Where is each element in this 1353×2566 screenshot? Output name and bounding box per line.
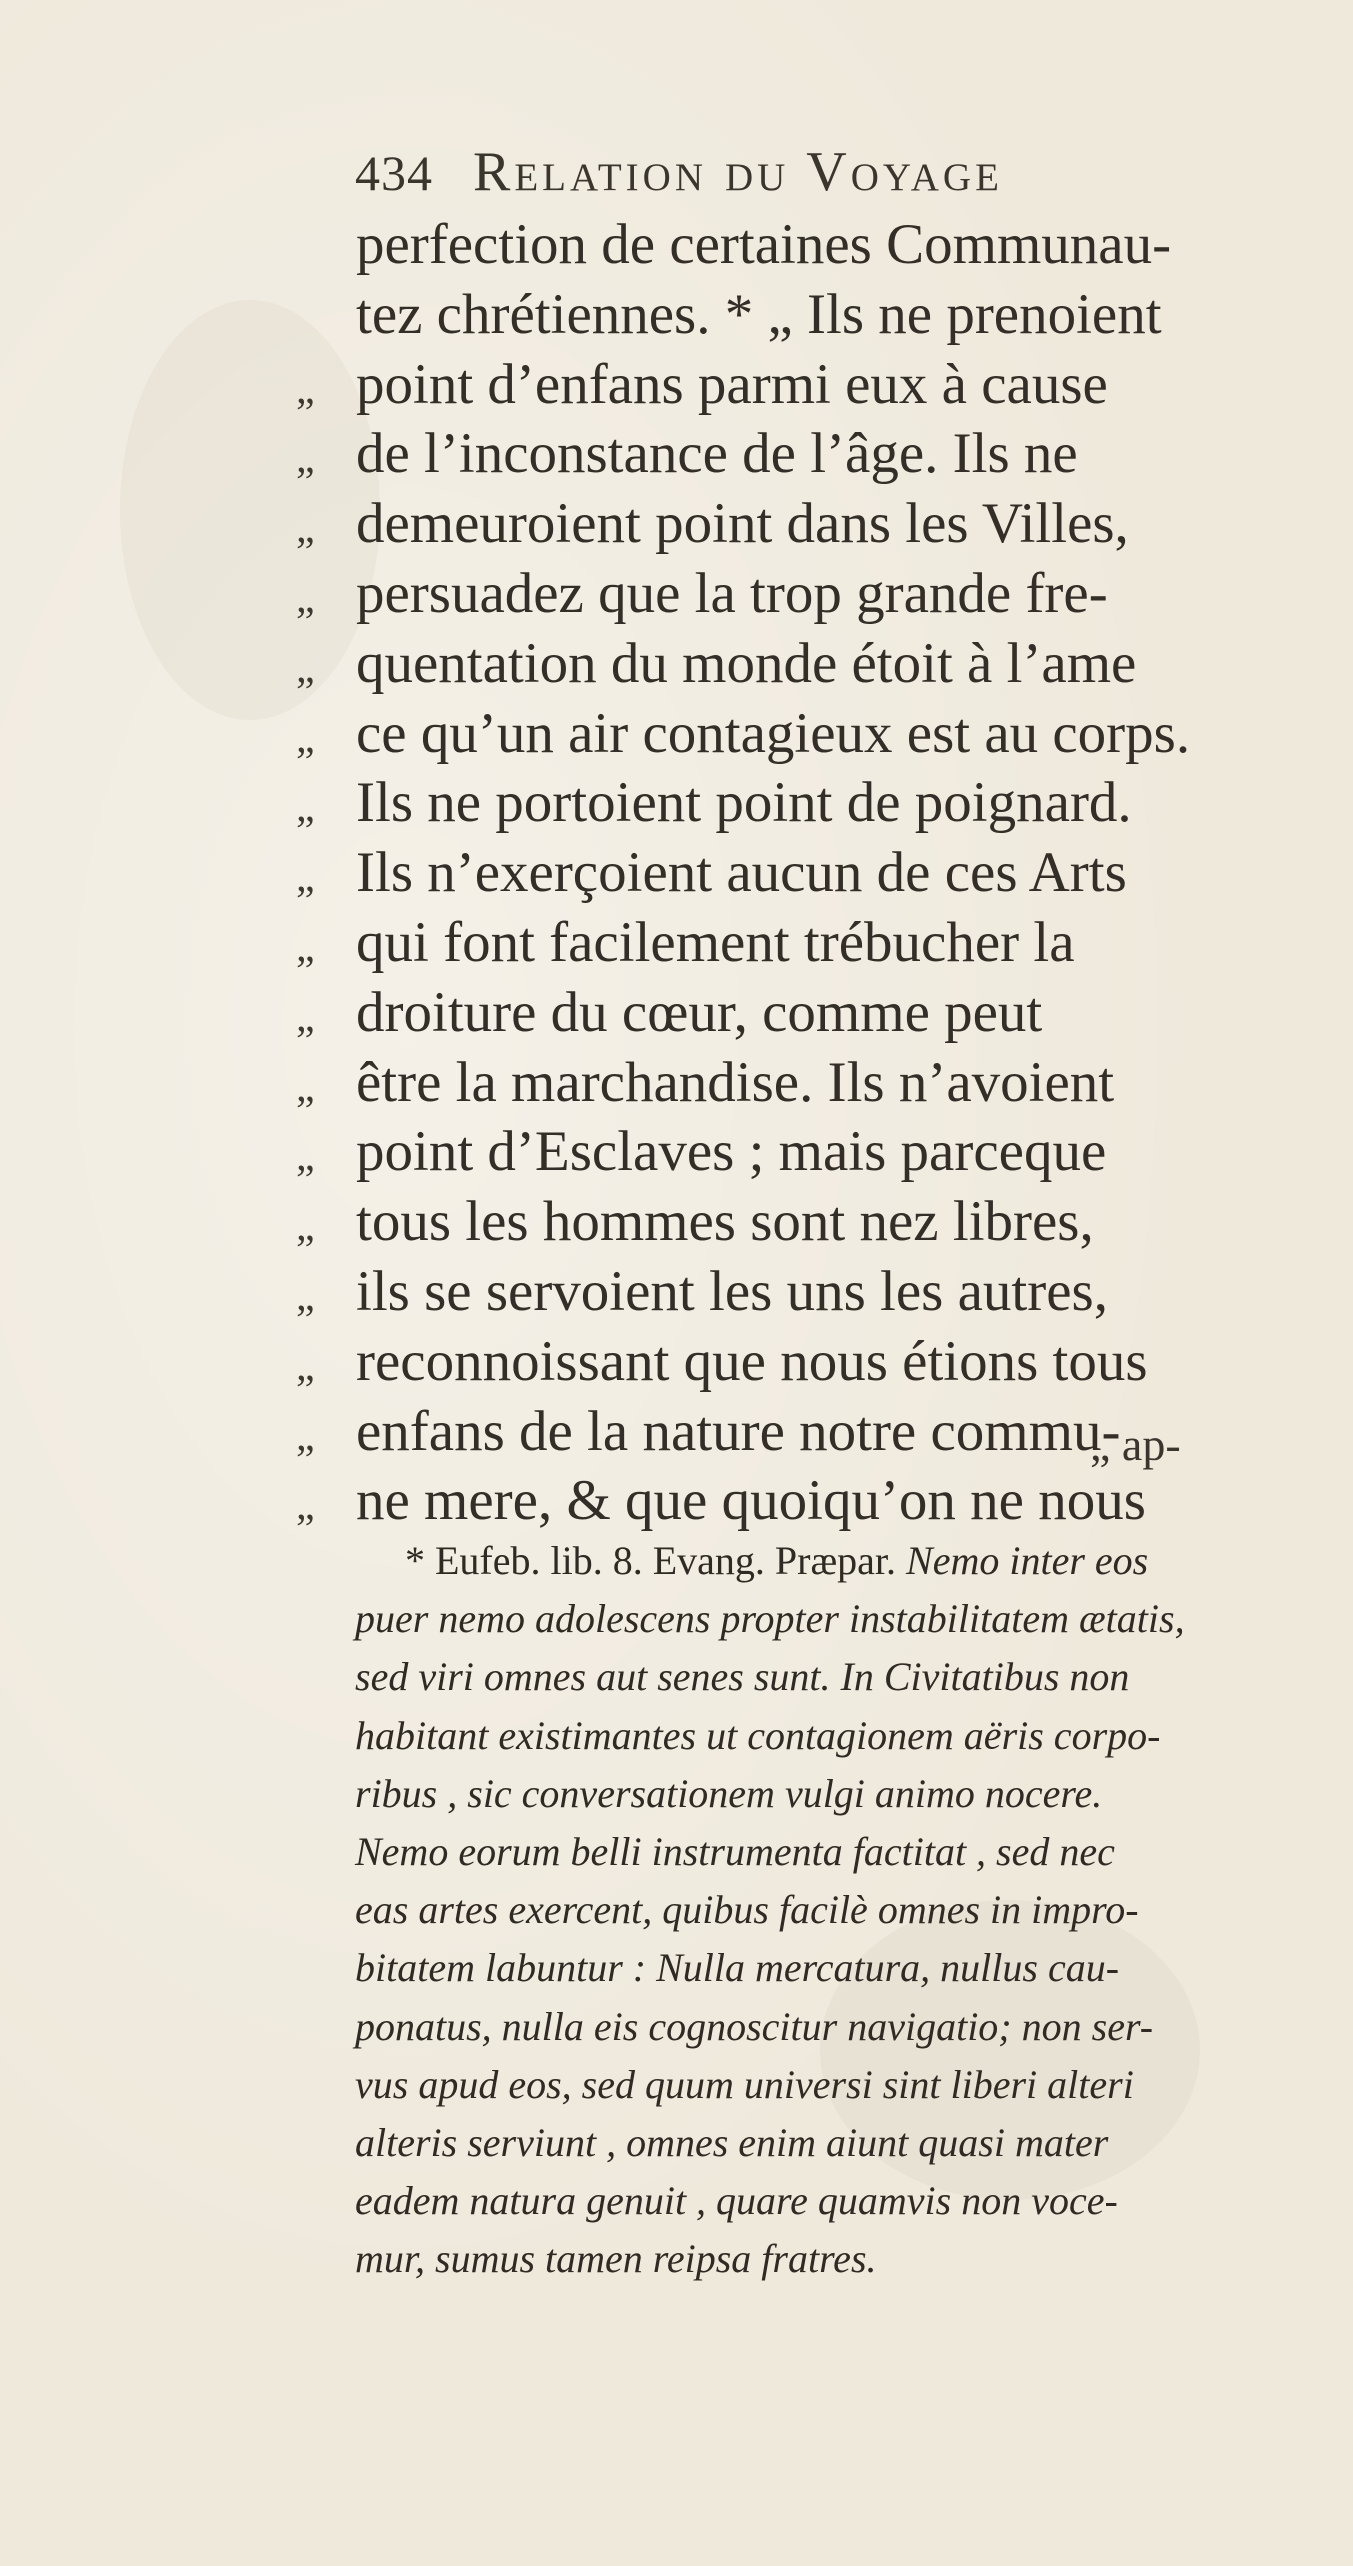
line-text: Ils n’exerçoient aucun de ces Arts	[356, 841, 1127, 905]
text-line	[296, 1257, 1346, 1327]
quote-mark: „	[296, 1273, 315, 1320]
text-line	[296, 978, 1346, 1048]
quote-mark: „	[296, 436, 315, 483]
line-text: point d’enfans parmi eux à cause	[356, 352, 1108, 416]
line-text: enfans de la nature notre commu-	[356, 1399, 1121, 1463]
line-text: tez chrétiennes. * „ Ils ne prenoient	[356, 282, 1162, 346]
footnote-reference: * Eufeb. lib. 8. Evang. Præpar.	[405, 1538, 897, 1583]
text-line	[356, 280, 1346, 350]
quote-mark: „	[296, 645, 315, 692]
text-line	[296, 908, 1346, 978]
text-line	[296, 559, 1346, 629]
text-line	[356, 210, 1346, 280]
running-title: Relation du Voyage	[473, 141, 1003, 203]
line-text: Ils ne portoient point de poignard.	[356, 771, 1132, 835]
quote-mark: „	[296, 506, 315, 553]
text-line	[296, 350, 1346, 420]
footnote-block	[355, 1532, 1335, 2288]
quote-mark: „	[296, 1483, 315, 1530]
footnote-line: mur, sumus tamen reipsa fratres.	[355, 2236, 877, 2282]
line-text: demeuroient point dans les Villes,	[356, 492, 1129, 556]
main-text-block	[296, 210, 1346, 1536]
footnote-line: bitatem labuntur : Nulla mercatura, nullus cau-	[355, 1945, 1120, 1991]
text-line	[296, 768, 1346, 838]
text-line	[296, 838, 1346, 908]
text-line	[296, 1117, 1346, 1187]
footnote-italic-start: Nemo inter eos	[906, 1538, 1149, 1583]
line-text: perfection de certaines Communau-	[356, 213, 1172, 276]
footnote-line: sed viri omnes aut senes sunt. In Civitatibus non	[355, 1654, 1130, 1700]
line-text: de l’inconstance de l’âge. Ils ne	[356, 422, 1078, 486]
footnote-line: alteris serviunt , omnes enim aiunt quasi mater	[355, 2119, 1109, 2165]
text-line	[296, 1397, 1346, 1467]
footnote-line: vus apud eos, sed quum universi sint liberi alteri	[355, 2061, 1134, 2107]
line-text: persuadez que la trop grande fre-	[356, 561, 1108, 625]
quote-mark: „	[296, 924, 315, 971]
text-line	[296, 489, 1346, 559]
footnote-line: ponatus, nulla eis cognoscitur navigatio; non ser-	[355, 2003, 1154, 2049]
quote-mark: „	[296, 1064, 315, 1111]
footnote-line: ribus , sic conversationem vulgi animo nocere.	[355, 1770, 1103, 1816]
quote-mark: „	[296, 785, 315, 832]
footnote-line: eadem natura genuit , quare quamvis non voce-	[355, 2178, 1118, 2224]
text-line	[296, 419, 1346, 489]
line-text: être la marchandise. Ils n’avoient	[356, 1050, 1115, 1114]
line-text: ce qu’un air contagieux est au corps.	[356, 701, 1191, 765]
line-text: ne mere, & que quoiqu’on ne nous	[356, 1469, 1146, 1533]
text-line	[296, 629, 1346, 699]
line-text: droiture du cœur, comme peut	[356, 980, 1043, 1044]
text-line	[296, 1327, 1346, 1397]
footnote-line: Nemo eorum belli instrumenta factitat , sed nec	[355, 1828, 1115, 1874]
line-text: reconnoissant que nous étions tous	[356, 1329, 1148, 1393]
quote-mark: „	[296, 715, 315, 762]
footnote-line	[355, 1532, 1335, 1590]
footnote-line: habitant existimantes ut contagionem aëris corpo-	[355, 1712, 1161, 1758]
line-text: point d’Esclaves ; mais parceque	[356, 1120, 1107, 1184]
quote-mark: „	[296, 994, 315, 1041]
text-line	[296, 1466, 1346, 1536]
quote-mark: „	[296, 1204, 315, 1251]
catchword: „ ap-	[1090, 1419, 1181, 1470]
quote-mark: „	[296, 855, 315, 902]
quote-mark: „	[296, 1134, 315, 1181]
footnote-line: puer nemo adolescens propter instabilitatem ætatis,	[355, 1596, 1185, 1642]
text-line	[296, 699, 1346, 769]
quote-mark: „	[296, 1413, 315, 1460]
page-header	[355, 140, 1255, 210]
quote-mark: „	[296, 575, 315, 622]
line-text: ils se servoient les uns les autres,	[356, 1259, 1108, 1323]
footnote-line: eas artes exercent, quibus facilè omnes in impro-	[355, 1887, 1139, 1933]
line-text: qui font facilement trébucher la	[356, 910, 1075, 974]
quote-mark: „	[296, 1343, 315, 1390]
quote-mark: „	[296, 366, 315, 413]
text-line	[296, 1187, 1346, 1257]
line-text: tous les hommes sont nez libres,	[356, 1190, 1094, 1254]
text-line	[296, 1048, 1346, 1118]
page-number: 434	[355, 145, 433, 201]
line-text: quentation du monde étoit à l’ame	[356, 631, 1137, 695]
